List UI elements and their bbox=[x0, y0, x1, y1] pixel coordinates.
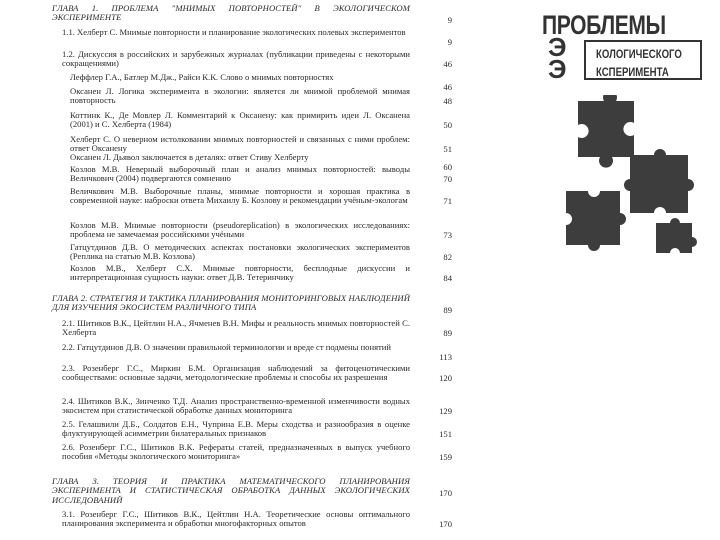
logo-letter-1: Э bbox=[548, 32, 567, 62]
toc-page-number: 46 bbox=[443, 59, 452, 69]
toc-entry-title: Величкович М.В. Выборочные планы, мнимые повторности и хорошая практика в современной науке: наброски ответа Михаилу Б. Козлову и рекомендации учёным-экологам bbox=[70, 186, 410, 206]
toc-page-number: 9 bbox=[447, 15, 452, 25]
toc-page-number: 73 bbox=[443, 230, 452, 240]
puzzle-piece-icon bbox=[566, 191, 626, 251]
toc-page-number: 129 bbox=[439, 406, 452, 416]
toc-entry-title: Оксанен Л. Дьявол заключается в деталях: ответ Стиву Хелберту bbox=[70, 152, 309, 162]
puzzle-piece-icon bbox=[578, 95, 634, 168]
puzzle-piece-icon bbox=[656, 218, 697, 253]
toc-entry-title: 2.2. Гатцутдинов Д.В. О значении правильной терминологии и вреде ст подмены понятий bbox=[62, 342, 391, 352]
toc-entry-title: 2.1. Шитиков В.К., Цейтлин Н.А., Ячменев В.Н. Мифы и реальность мнимых повторностей С. Хелберта bbox=[62, 318, 410, 338]
toc-entry-title: Хелберт С. О неверном истолковании мнимых повторностей и связанных с ними проблем: ответ Оксанену bbox=[70, 134, 410, 154]
toc-entry-title: 3.1. Розенберг Г.С., Шитиков В.К., Цейтлин Н.А. Теоретические основы оптимального планирования эксперимента и обработки многофакторных опытов bbox=[62, 509, 410, 529]
logo-subtitle-2: КСПЕРИМЕНТА bbox=[596, 65, 669, 79]
toc-entry-title: 2.3. Розенберг Г.С., Миркин Б.М. Организация наблюдений за фитоценотическими сообществами: основные задачи, методологические проблемы и способы их разрешения bbox=[62, 363, 410, 383]
book-logo bbox=[538, 10, 708, 84]
toc-chapter-title: ГЛАВА 1. ПРОБЛЕМА "МНИМЫХ ПОВТОРНОСТЕЙ" В ЭКОЛОГИЧЕСКОМ ЭКСПЕРИМЕНТЕ bbox=[52, 3, 410, 23]
toc-page-number: 70 bbox=[443, 174, 452, 184]
toc-chapter-title: ГЛАВА 3. ТЕОРИЯ И ПРАКТИКА МАТЕМАТИЧЕСКОГО ПЛАНИРОВАНИЯ ЭКСПЕРИМЕНТА И СТАТИСТИЧЕСКАЯ ОБРАБОТКА ДАННЫХ ЭКОЛОГИЧЕСКИХ ИССЛЕДОВАНИЙ bbox=[52, 476, 410, 505]
toc-entry-title: Леффлер Г.А., Батлер М.Дж., Райси К.К. Слово о мнимых повторностях bbox=[70, 72, 334, 82]
logo-subtitle-1: КОЛОГИЧЕСКОГО bbox=[596, 47, 682, 61]
toc-page-number: 46 bbox=[443, 82, 452, 92]
toc-entry-title: Коттинк К., Де Мовлер Л. Комментарий к Оксанену: как примирить идеи Л. Оксанена (2001) и С. Хелберта (1984) bbox=[70, 110, 410, 130]
toc-page-number: 89 bbox=[443, 305, 452, 315]
puzzle-piece-icon bbox=[624, 149, 694, 213]
toc-entry-title: Козлов М.В. Мнимые повторности (pseudoreplication) в экологических исследованиях: проблема не замечаемая российскими учёными bbox=[70, 220, 410, 240]
toc-chapter-title: ГЛАВА 2. СТРАТЕГИЯ И ТАКТИКА ПЛАНИРОВАНИЯ МОНИТОРИНГОВЫХ НАБЛЮДЕНИЙ ДЛЯ ИЗУЧЕНИЯ ЭКОСИСТЕМ РАЗЛИЧНОГО ТИПА bbox=[52, 293, 410, 313]
toc-entry-title: 2.4. Шитиков В.К., Зинченко Т.Д. Анализ пространственно-временной изменчивости водных экосистем при статистической обработке данных мониторинга bbox=[62, 396, 410, 416]
toc-entry-title: 1.1. Хелберт С. Мнимые повторности и планирование экологических полевых экспериментов bbox=[62, 27, 406, 37]
logo-title: ПРОБЛЕМЫ bbox=[542, 10, 666, 40]
toc-entry-title: Козлов М.В., Хелберт С.Х. Мнимые повторности, бесплодные дискуссии и интерпретационная сущность науки: ответ Д.В. Тетеринчику bbox=[70, 263, 410, 283]
toc-entry-title: 2.6. Розенберг Г.С., Шитиков В.К. Рефераты статей, предназначенных в выпуск учебного пособия «Методы экологического мониторинга» bbox=[62, 442, 410, 462]
toc-page-number: 89 bbox=[443, 328, 452, 338]
toc-page-number: 84 bbox=[443, 273, 452, 283]
toc-page-number: 9 bbox=[447, 37, 452, 47]
toc-page-number: 151 bbox=[439, 429, 452, 439]
toc-page-number: 50 bbox=[443, 120, 452, 130]
toc-page-number: 71 bbox=[443, 196, 452, 206]
toc-entry-title: Козлов М.В. Неверный выборочный план и анализ мнимых повторностей: выводы Величкович (2004) подвергаются сомнению bbox=[70, 164, 410, 184]
toc-page-number: 60 bbox=[443, 162, 452, 172]
toc-page-number: 159 bbox=[439, 452, 452, 462]
toc-entry-title: Гатцутдинов Д.В. О методических аспектах постановки экологических экспериментов (Реплика на статью М.В. Козлова) bbox=[70, 242, 410, 262]
toc-entry-title: 1.2. Дискуссия в российских и зарубежных журналах (публикации приведены с некоторыми сокращениями) bbox=[62, 49, 410, 69]
toc-entry-title: 2.5. Гелашвили Д.Б., Солдатов Е.Н., Чуприна Е.В. Меры сходства и разнообразия в оценке флуктуирующей асимметрии билатеральных признаков bbox=[62, 419, 410, 439]
toc-page-number: 82 bbox=[443, 252, 452, 262]
toc-page-number: 120 bbox=[439, 373, 452, 383]
toc-page-number: 51 bbox=[443, 144, 452, 154]
toc-entry-title: Оксанен Л. Логика эксперимента в экологии: является ли мнимой проблемой мнимая повторность bbox=[70, 86, 410, 106]
toc-page-number: 170 bbox=[439, 519, 452, 529]
logo-letter-2: Э bbox=[548, 54, 567, 84]
toc-page-number: 113 bbox=[439, 352, 452, 362]
toc-page-number: 48 bbox=[443, 96, 452, 106]
puzzle-pieces-illustration bbox=[560, 95, 700, 255]
toc-page-number: 170 bbox=[439, 488, 452, 498]
